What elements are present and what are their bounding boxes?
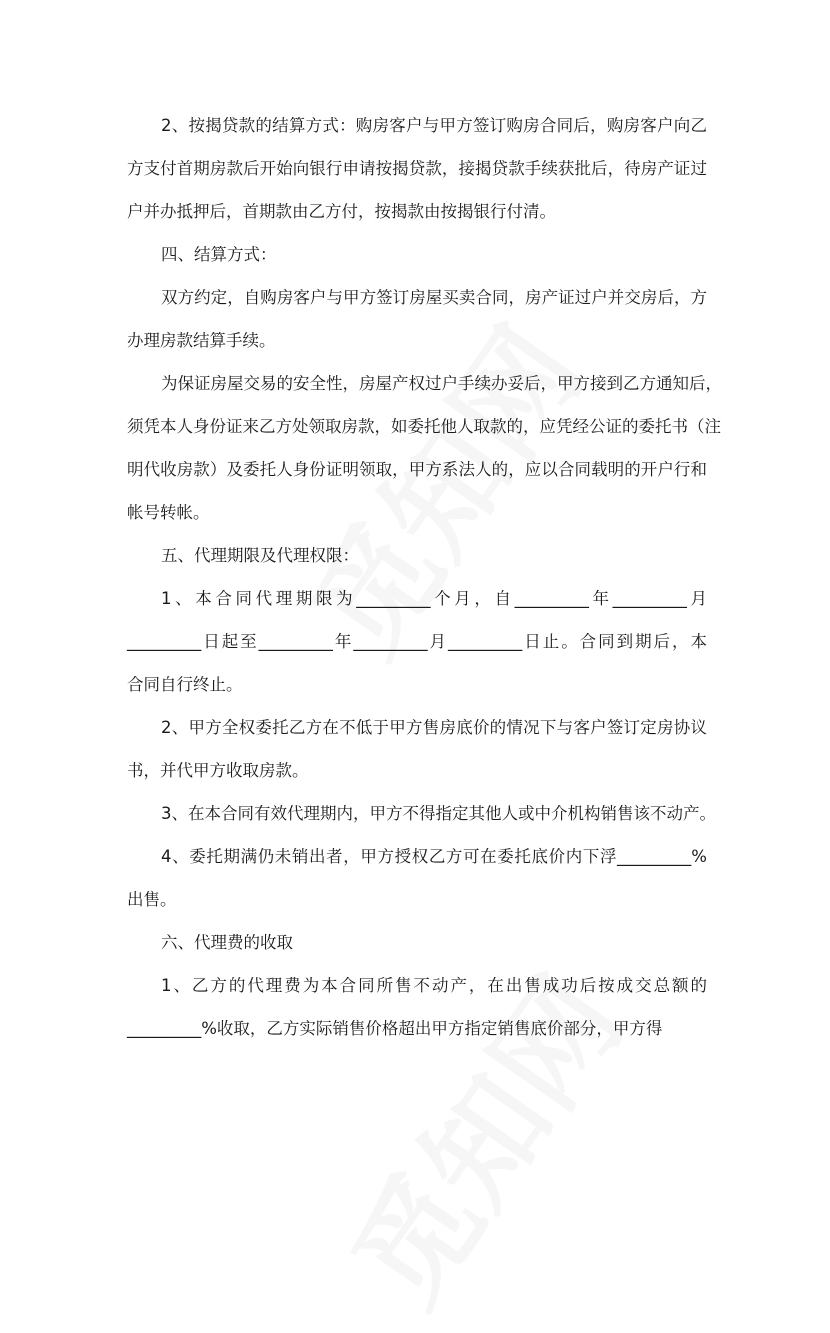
- text-line: 办理房款结算手续。: [127, 331, 276, 350]
- paragraph: [127, 706, 707, 792]
- paragraph: [127, 233, 707, 276]
- text-line: 书，并代甲方收取房款。: [127, 761, 309, 780]
- paragraph: [127, 577, 707, 706]
- paragraph: [127, 835, 707, 921]
- text-line: 合同自行终止。: [127, 675, 243, 694]
- paragraph: [127, 534, 707, 577]
- text-line: 须凭本人身份证来乙方处领取房款，如委托他人取款的，应凭经公证的委托书（注: [127, 417, 721, 436]
- text-line: 四、结算方式：: [161, 245, 277, 264]
- text-line: 为保证房屋交易的安全性，房屋产权过户手续办妥后，甲方接到乙方通知后，: [161, 374, 722, 393]
- paragraph: [127, 792, 716, 835]
- text-line: 3、在本合同有效代理期内，甲方不得指定其他人或中介机构销售该不动产。: [161, 804, 716, 823]
- text-line: 2、甲方全权委托乙方在不低于甲方售房底价的情况下与客户签订定房协议: [161, 718, 707, 737]
- text-line: 方支付首期房款后开始向银行申请按揭贷款，接揭贷款手续获批后，待房产证过: [127, 159, 707, 178]
- text-line: 六、代理费的收取: [161, 933, 293, 952]
- paragraph: [127, 276, 707, 362]
- text-line: 双方约定，自购房客户与甲方签订房屋买卖合同，房产证过户并交房后，方: [161, 288, 707, 307]
- text-line: 五、代理期限及代理权限：: [161, 546, 359, 565]
- paragraph: [127, 104, 707, 233]
- text-line: 4、委托期满仍未销出者，甲方授权乙方可在委托底价内下浮_________%: [161, 847, 707, 866]
- paragraph: [127, 921, 707, 964]
- text-line: 1、乙方的代理费为本合同所售不动产，在出售成功后按成交总额的: [161, 976, 707, 995]
- paragraph: [127, 362, 722, 534]
- text-line: _________日起至_________年_________月_________日止。合同到期后，本: [127, 632, 707, 651]
- text-line: 1、本合同代理期限为_________个月，自_________年_________月: [161, 589, 707, 608]
- text-line: 明代收房款）及委托人身份证明领取，甲方系法人的，应以合同载明的开户行和: [127, 460, 707, 479]
- text-line: 出售。: [127, 890, 177, 909]
- text-line: 户并办抵押后，首期款由乙方付，按揭款由按揭银行付清。: [127, 202, 556, 221]
- text-line: _________%收取，乙方实际销售价格超出甲方指定销售底价部分，甲方得: [127, 1019, 663, 1038]
- paragraph: [127, 964, 707, 1050]
- text-line: 2、按揭贷款的结算方式：购房客户与甲方签订购房合同后，购房客户向乙: [161, 116, 707, 135]
- document-page: [127, 104, 722, 1050]
- text-line: 帐号转帐。: [127, 503, 210, 522]
